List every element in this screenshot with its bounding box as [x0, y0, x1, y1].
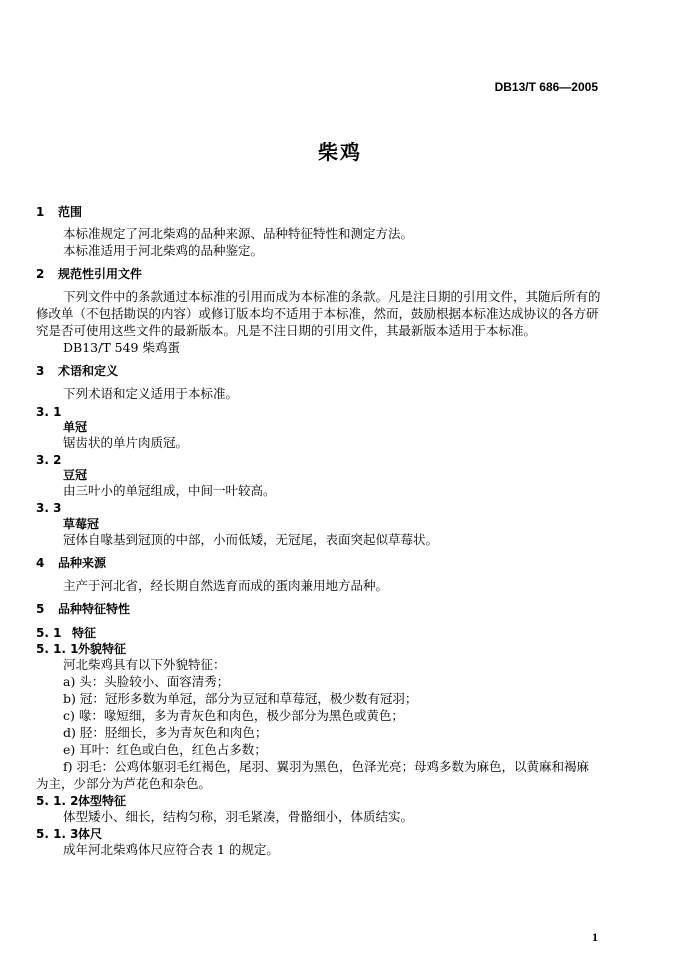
section-number: 5. 1. 1 — [36, 642, 79, 656]
section-2-heading — [36, 266, 142, 282]
section-5-heading — [36, 601, 130, 617]
list-item: a) 头：头脸较小、面容清秀； — [63, 674, 230, 689]
list-item-continuation: 为主，少部分为芦花色和杂色。 — [36, 776, 212, 791]
term-name: 豆冠 — [63, 468, 88, 482]
section-number: 1 — [36, 205, 45, 219]
term-number: 3. 1 — [36, 405, 62, 419]
section-title: 规范性引用文件 — [58, 267, 143, 281]
section-title: 品种特征特性 — [58, 602, 131, 616]
term-number: 3. 2 — [36, 453, 62, 467]
list-item: f) 羽毛：公鸡体躯羽毛红褐色，尾羽、翼羽为黑色，色泽光亮；母鸡多数为麻色，以黄麻和褐麻 — [63, 759, 589, 774]
section-number: 3 — [36, 364, 45, 378]
section-title: 品种来源 — [58, 556, 107, 570]
term-name: 单冠 — [63, 420, 88, 434]
paragraph: 河北柴鸡具有以下外貌特征： — [63, 657, 226, 672]
section-number: 5. 1. 3 — [36, 827, 79, 841]
section-number: 4 — [36, 556, 45, 570]
list-item: d) 胫：胫细长，多为青灰色和肉色； — [63, 725, 268, 740]
term-name: 草莓冠 — [63, 517, 100, 531]
section-title: 体尺 — [78, 827, 103, 841]
section-title: 外貌特征 — [78, 642, 127, 656]
paragraph: 体型矮小、细长，结构匀称，羽毛紧凑，骨骼细小，体质结实。 — [63, 809, 414, 824]
paragraph: 修改单（不包括勘误的内容）或修订版本均不适用于本标准，然而，鼓励根据本标准达成协议的各方研 — [36, 306, 599, 321]
subsection-5-1-3-heading — [36, 826, 102, 842]
list-item: e) 耳叶：红色或白色，红色占多数； — [63, 742, 267, 757]
term-number: 3. 3 — [36, 501, 62, 515]
subsection-5-1-2-heading — [36, 793, 126, 809]
section-3-heading — [36, 363, 118, 379]
subsection-5-1-heading — [36, 625, 96, 641]
section-number: 2 — [36, 267, 45, 281]
section-number: 5. 1 — [36, 626, 62, 640]
normative-reference: DB13/T 549 柴鸡蛋 — [63, 340, 180, 355]
section-number: 5 — [36, 602, 45, 616]
paragraph: 本标准规定了河北柴鸡的品种来源、品种特征特性和测定方法。 — [63, 226, 414, 241]
term-definition: 冠体自喙基到冠顶的中部，小而低矮，无冠尾，表面突起似草莓状。 — [63, 532, 439, 547]
section-title: 特征 — [72, 626, 97, 640]
paragraph: 究是否可使用这些文件的最新版本。凡是不注日期的引用文件，其最新版本适用于本标准。 — [36, 323, 537, 338]
standard-code: DB13/T 686—2005 — [494, 80, 598, 94]
paragraph: 下列术语和定义适用于本标准。 — [63, 386, 239, 401]
paragraph: 主产于河北省，经长期自然选育而成的蛋肉兼用地方品种。 — [63, 578, 389, 593]
section-title: 术语和定义 — [58, 364, 119, 378]
section-number: 5. 1. 2 — [36, 794, 79, 808]
term-definition: 锯齿状的单片肉质冠。 — [63, 435, 189, 450]
document-title: 柴鸡 — [318, 140, 362, 164]
term-definition: 由三叶小的单冠组成，中间一叶较高。 — [63, 483, 276, 498]
page-number: 1 — [592, 930, 598, 944]
paragraph: 成年河北柴鸡体尺应符合表 1 的规定。 — [63, 842, 279, 857]
list-item: b) 冠：冠形多数为单冠，部分为豆冠和草莓冠，极少数有冠羽； — [63, 691, 418, 706]
subsection-5-1-1-heading — [36, 641, 126, 657]
section-1-heading — [36, 204, 82, 220]
paragraph: 本标准适用于河北柴鸡的品种鉴定。 — [63, 243, 264, 258]
section-title: 范围 — [58, 205, 83, 219]
list-item: c) 喙：喙短细，多为青灰色和肉色，极少部分为黑色或黄色； — [63, 708, 404, 723]
section-4-heading — [36, 555, 106, 571]
section-title: 体型特征 — [78, 794, 127, 808]
paragraph: 下列文件中的条款通过本标准的引用而成为本标准的条款。凡是注日期的引用文件，其随后所有的 — [63, 289, 601, 304]
